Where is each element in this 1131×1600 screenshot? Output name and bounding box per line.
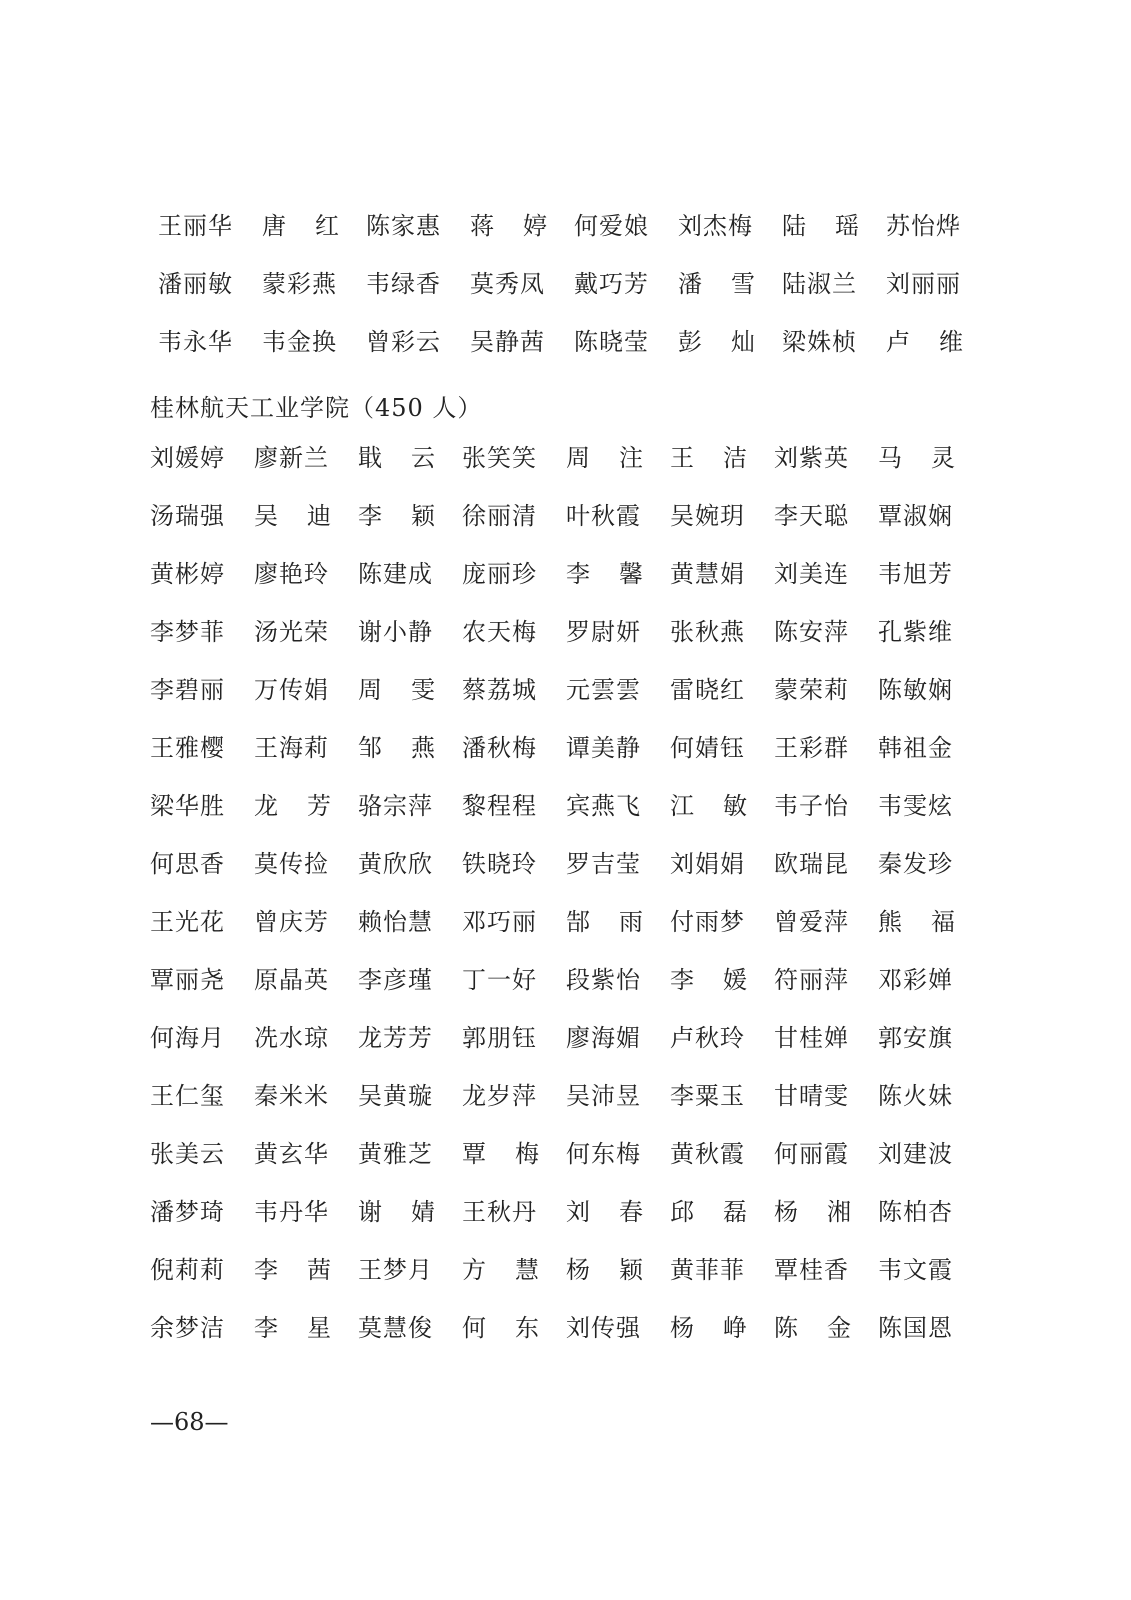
person-name: 宾燕飞 [566,792,641,820]
name-row [150,612,980,652]
person-name: 杨 湘 [774,1198,852,1226]
person-name: 李 馨 [566,560,644,588]
person-name: 原晶英 [254,966,329,994]
person-name: 陈火妹 [878,1082,953,1110]
person-name: 刘紫英 [774,444,849,472]
person-name: 韦子怡 [774,792,849,820]
person-name: 廖海媚 [566,1024,641,1052]
person-name: 韩祖金 [878,734,953,762]
person-name: 李碧丽 [150,676,225,704]
person-name: 蔡荔城 [462,676,537,704]
person-name: 韦文霞 [878,1256,953,1284]
person-name: 潘秋梅 [462,734,537,762]
name-row [150,844,980,884]
person-name: 张笑笑 [462,444,537,472]
person-name: 黄欣欣 [358,850,433,878]
person-name: 何思香 [150,850,225,878]
person-name: 卢秋玲 [670,1024,745,1052]
person-name: 吴沛昱 [566,1082,641,1110]
person-name: 韦永华 [158,328,233,356]
name-row [150,902,980,942]
person-name: 莫传捡 [254,850,329,878]
person-name: 覃淑娴 [878,502,953,530]
person-name: 陆 瑶 [782,212,860,240]
person-name: 黄秋霞 [670,1140,745,1168]
person-name: 周 注 [566,444,644,472]
person-name: 黄彬婷 [150,560,225,588]
person-name: 王秋丹 [462,1198,537,1226]
person-name: 黄雅芝 [358,1140,433,1168]
person-name: 叶秋霞 [566,502,641,530]
person-name: 李彦瑾 [358,966,433,994]
person-name: 韦旭芳 [878,560,953,588]
person-name: 冼水琼 [254,1024,329,1052]
person-name: 郭朋钰 [462,1024,537,1052]
person-name: 邹 燕 [358,734,436,762]
person-name: 刘美连 [774,560,849,588]
person-name: 刘杰梅 [678,212,753,240]
person-name: 谢小静 [358,618,433,646]
name-row [150,496,980,536]
person-name: 潘 雪 [678,270,756,298]
person-name: 雷晓红 [670,676,745,704]
person-name: 王彩群 [774,734,849,762]
person-name: 王梦月 [358,1256,433,1284]
person-name: 王仁玺 [150,1082,225,1110]
person-name: 陈安萍 [774,618,849,646]
person-name: 龙岁萍 [462,1082,537,1110]
person-name: 张美云 [150,1140,225,1168]
name-row [150,438,980,478]
person-name: 丁一好 [462,966,537,994]
page-number: —68— [150,1408,229,1436]
person-name: 黄玄华 [254,1140,329,1168]
person-name: 苏怡烨 [886,212,961,240]
person-name: 谢 婧 [358,1198,436,1226]
person-name: 蒋 婷 [470,212,548,240]
person-name: 龙 芳 [254,792,332,820]
person-name: 江 敏 [670,792,748,820]
person-name: 戢 云 [358,444,436,472]
person-name: 何婧钰 [670,734,745,762]
person-name: 何爱娘 [574,212,649,240]
name-row [150,670,980,710]
person-name: 彭 灿 [678,328,756,356]
person-name: 王海莉 [254,734,329,762]
person-name: 潘梦琦 [150,1198,225,1226]
person-name: 邓巧丽 [462,908,537,936]
person-name: 陈国恩 [878,1314,953,1342]
person-name: 莫秀凤 [470,270,545,298]
person-name: 蒙荣莉 [774,676,849,704]
person-name: 骆宗萍 [358,792,433,820]
person-name: 黄慧娟 [670,560,745,588]
name-row [150,1308,980,1348]
person-name: 邓彩婵 [878,966,953,994]
name-row [158,322,988,362]
person-name: 王 洁 [670,444,748,472]
person-name: 郭安旗 [878,1024,953,1052]
person-name: 韦金换 [262,328,337,356]
person-name: 秦发珍 [878,850,953,878]
person-name: 陈敏娴 [878,676,953,704]
person-name: 杨 颖 [566,1256,644,1284]
person-name: 何东梅 [566,1140,641,1168]
name-row [150,1076,980,1116]
person-name: 吴静茜 [470,328,545,356]
person-name: 曾爱萍 [774,908,849,936]
person-name: 刘媛婷 [150,444,225,472]
person-name: 李梦菲 [150,618,225,646]
section-heading: 桂林航天工业学院（450 人） [150,394,483,422]
person-name: 廖艳玲 [254,560,329,588]
person-name: 刘传强 [566,1314,641,1342]
person-name: 欧瑞昆 [774,850,849,878]
person-name: 李天聪 [774,502,849,530]
name-row [158,264,988,304]
person-name: 黎程程 [462,792,537,820]
person-name: 黄菲菲 [670,1256,745,1284]
person-name: 莫慧俊 [358,1314,433,1342]
person-name: 廖新兰 [254,444,329,472]
person-name: 曾彩云 [366,328,441,356]
name-row [150,728,980,768]
person-name: 吴 迪 [254,502,332,530]
person-name: 刘 春 [566,1198,644,1226]
person-name: 庞丽珍 [462,560,537,588]
person-name: 梁华胜 [150,792,225,820]
person-name: 农天梅 [462,618,537,646]
person-name: 刘娟娟 [670,850,745,878]
person-name: 符丽萍 [774,966,849,994]
person-name: 邱 磊 [670,1198,748,1226]
person-name: 谭美静 [566,734,641,762]
person-name: 李 茜 [254,1256,332,1284]
person-name: 覃桂香 [774,1256,849,1284]
person-name: 吴黄璇 [358,1082,433,1110]
name-row [150,1250,980,1290]
person-name: 陈家惠 [366,212,441,240]
person-name: 罗尉妍 [566,618,641,646]
name-row [150,786,980,826]
person-name: 刘丽丽 [886,270,961,298]
person-name: 罗吉莹 [566,850,641,878]
person-name: 杨 峥 [670,1314,748,1342]
person-name: 周 雯 [358,676,436,704]
person-name: 陈柏杏 [878,1198,953,1226]
person-name: 秦米米 [254,1082,329,1110]
person-name: 李 媛 [670,966,748,994]
person-name: 李粟玉 [670,1082,745,1110]
person-name: 付雨梦 [670,908,745,936]
person-name: 陈建成 [358,560,433,588]
person-name: 王光花 [150,908,225,936]
person-name: 李 星 [254,1314,332,1342]
person-name: 陈 金 [774,1314,852,1342]
person-name: 覃丽尧 [150,966,225,994]
person-name: 何海月 [150,1024,225,1052]
person-name: 覃 梅 [462,1140,540,1168]
person-name: 张秋燕 [670,618,745,646]
name-row [158,206,988,246]
person-name: 方 慧 [462,1256,540,1284]
person-name: 汤光荣 [254,618,329,646]
name-row [150,1134,980,1174]
person-name: 蒙彩燕 [262,270,337,298]
person-name: 韦丹华 [254,1198,329,1226]
person-name: 梁姝桢 [782,328,857,356]
person-name: 何丽霞 [774,1140,849,1168]
person-name: 元雲雲 [566,676,641,704]
person-name: 段紫怡 [566,966,641,994]
person-name: 王雅樱 [150,734,225,762]
person-name: 曾庆芳 [254,908,329,936]
person-name: 赖怡慧 [358,908,433,936]
person-name: 何 东 [462,1314,540,1342]
person-name: 卢 维 [886,328,964,356]
person-name: 吴婉玥 [670,502,745,530]
name-row [150,554,980,594]
person-name: 韦绿香 [366,270,441,298]
person-name: 马 灵 [878,444,956,472]
person-name: 陈晓莹 [574,328,649,356]
person-name: 唐 红 [262,212,340,240]
person-name: 甘晴雯 [774,1082,849,1110]
name-row [150,960,980,1000]
person-name: 孔紫维 [878,618,953,646]
person-name: 王丽华 [158,212,233,240]
person-name: 倪莉莉 [150,1256,225,1284]
person-name: 刘建波 [878,1140,953,1168]
person-name: 铁晓玲 [462,850,537,878]
person-name: 熊 福 [878,908,956,936]
person-name: 潘丽敏 [158,270,233,298]
person-name: 汤瑞强 [150,502,225,530]
person-name: 陆淑兰 [782,270,857,298]
name-row [150,1192,980,1232]
person-name: 李 颖 [358,502,436,530]
person-name: 甘桂婵 [774,1024,849,1052]
person-name: 韦雯炫 [878,792,953,820]
name-row [150,1018,980,1058]
person-name: 戴巧芳 [574,270,649,298]
person-name: 万传娟 [254,676,329,704]
person-name: 郜 雨 [566,908,644,936]
person-name: 龙芳芳 [358,1024,433,1052]
person-name: 余梦洁 [150,1314,225,1342]
person-name: 徐丽清 [462,502,537,530]
